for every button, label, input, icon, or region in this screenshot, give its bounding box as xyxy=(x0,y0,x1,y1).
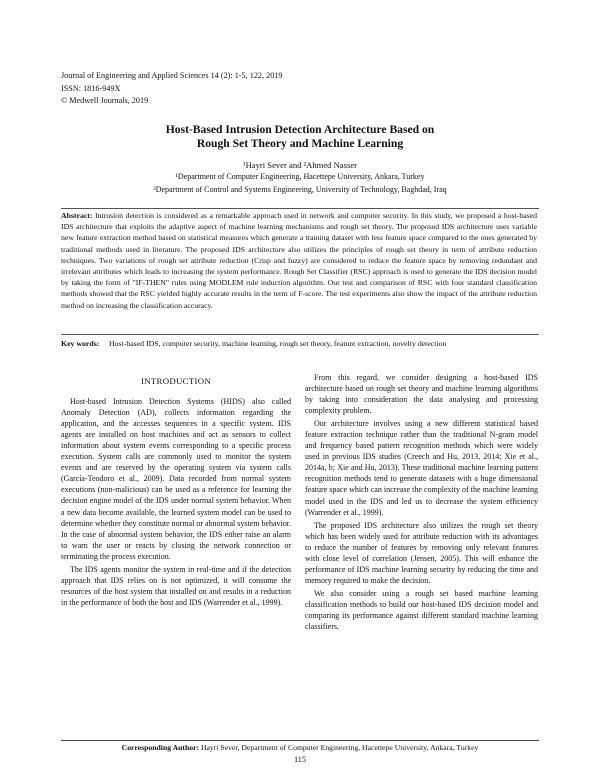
page-number: 115 xyxy=(294,755,306,764)
abstract-label: Abstract: xyxy=(61,211,93,220)
corresponding-label: Corresponding Author: xyxy=(121,743,200,752)
corresponding-author xyxy=(61,742,539,753)
title-line-1: Host-Based Intrusion Detection Architecture Based on xyxy=(165,123,435,136)
footer-rule xyxy=(61,740,539,741)
left-paragraph-2: The IDS agents monitor the system in real-time and if the detection approach that IDS relies on is not optimized, it will consume the resources of the host system that installed on and results in a reduction in the performance of both the host and IDS (Warrender et al., 1999). xyxy=(61,564,291,607)
right-paragraph-1: From this regard, we consider designing a host-based IDS architecture based on rough set theory and machine learning algorithms by taking into consideration the data analysing and processing complexity problem. xyxy=(305,373,538,416)
left-paragraph-1: Host-based Intrusion Detection Systems (HIDS) also called Anomaly Detection (AD), collects information regarding the application, and the accesses sequences in a specific system. IDS agents are installed on host machines and act as sensors to collect information about system events corresponding to a specific process execution. System calls are commonly used to monitor the system events and are reserved by the operating system via system calls (García-Teodoro et al., 2009). Data recorded from normal system executions (non-malicious) can be used as a reference for learning the decision engine model of the IDS under normal system behavior. When a new data become available, the learned system model can be used to determine whether they constitute normal or abnormal system behavior. In the case of abnormal system behavior, the IDS either raise an alarm to warn the user or reacts by closing the network connection or terminating the process execution. xyxy=(61,397,291,561)
abstract-top-rule xyxy=(61,208,539,209)
paper-title xyxy=(60,123,540,150)
abstract-bottom-rule xyxy=(61,334,539,335)
right-column xyxy=(305,372,538,634)
corresponding-text: Hayri Sever, Department of Computer Engineering, Hacettepe University, Ankara, Turkey xyxy=(200,743,479,752)
right-paragraph-4: We also consider using a rough set based machine learning classification methods to build our host-based IDS decision model and comparing its performance against different standard machine learning classifiers. xyxy=(305,588,538,632)
left-column xyxy=(61,374,291,610)
abstract xyxy=(61,210,537,311)
title-line-2: Rough Set Theory and Machine Learning xyxy=(196,136,404,150)
abstract-text: Intrusion detection is considered as a remarkable approach used in network and computer security. In this study, we proposed a host-based IDS architecture that exploits the adaptive aspect of machine learning mechanisms and rough set theory. The proposed IDS architecture uses variable new feature extraction method based on statistical measures which generate a training dataset with less feature space compared to the ones generated by traditional methods used in literature. The proposed IDS architecture also utilizes the principles of rough set theory in term of attribute reduction techniques. Two variations of rough set attribute reduction (Crisp and fuzzy) are considered to reduce the feature space by removing redundant and irrelevant attributes which leads to increasing the system performance. Rough Set Classifier (RSC) approach is used to generate the IDS decision model by taking the form of "IF-THEN" rules using MODLEM rule induction algorithm. Our test and comparison of RSC with four standard classification methods showed that the RSC yielded highly accurate results in the term of F-score. The test experiments also show the impact of the attribute reduction method on increasing the classification accuracy. xyxy=(61,211,538,310)
affiliation-2: ²Department of Control and Systems Engineering, University of Technology, Baghdad, Iraq xyxy=(153,184,447,194)
keywords-text: Host-based IDS, computer security, machine learning, rough set theory, feature extraction, novelty detection xyxy=(109,339,447,348)
author-list: ¹Hayri Sever and ²Ahmed Nasser xyxy=(243,160,357,170)
journal-issn: ISSN: 1816-949X xyxy=(61,83,121,93)
introduction-heading: INTRODUCTION xyxy=(140,376,212,386)
right-paragraph-3: The proposed IDS architecture also utilizes the rough set theory which has been widely used for attribute reduction with its advantages to reduce the number of features by removing only relevant features with close level of correlation (Jensen, 2005). This will enhance the performance of IDS machine learning security by reducing the time and memory required to make the decision. xyxy=(305,520,538,585)
affiliations xyxy=(60,171,540,196)
journal-copyright: © Medwell Journals, 2019 xyxy=(61,96,149,105)
keywords xyxy=(61,338,537,349)
journal-header xyxy=(61,70,282,108)
journal-citation: Journal of Engineering and Applied Sciences 14 (2): 1-5, 122, 2019 xyxy=(61,71,283,80)
keywords-label: Key words: xyxy=(61,339,100,348)
affiliation-1: ¹Department of Computer Engineering, Hacettepe University, Ankara, Turkey xyxy=(175,172,425,181)
right-paragraph-2: Our architecture involves using a new different statistical based feature extraction technique rather than the traditional N-gram model and frequency based pattern recognition methods which were widely used in previous IDS studies (Creech and Hu, 2013, 2014; Xie et al., 2014a, b; Xie and Hu, 2013). These traditional machine learning pattern recognition methods tend to generate datasets with a huge dimensional feature space which can increase the complexity of the machine learning model used in the IDS and led us to decrease the system efficiency (Warrender et al., 1999). xyxy=(305,419,538,517)
